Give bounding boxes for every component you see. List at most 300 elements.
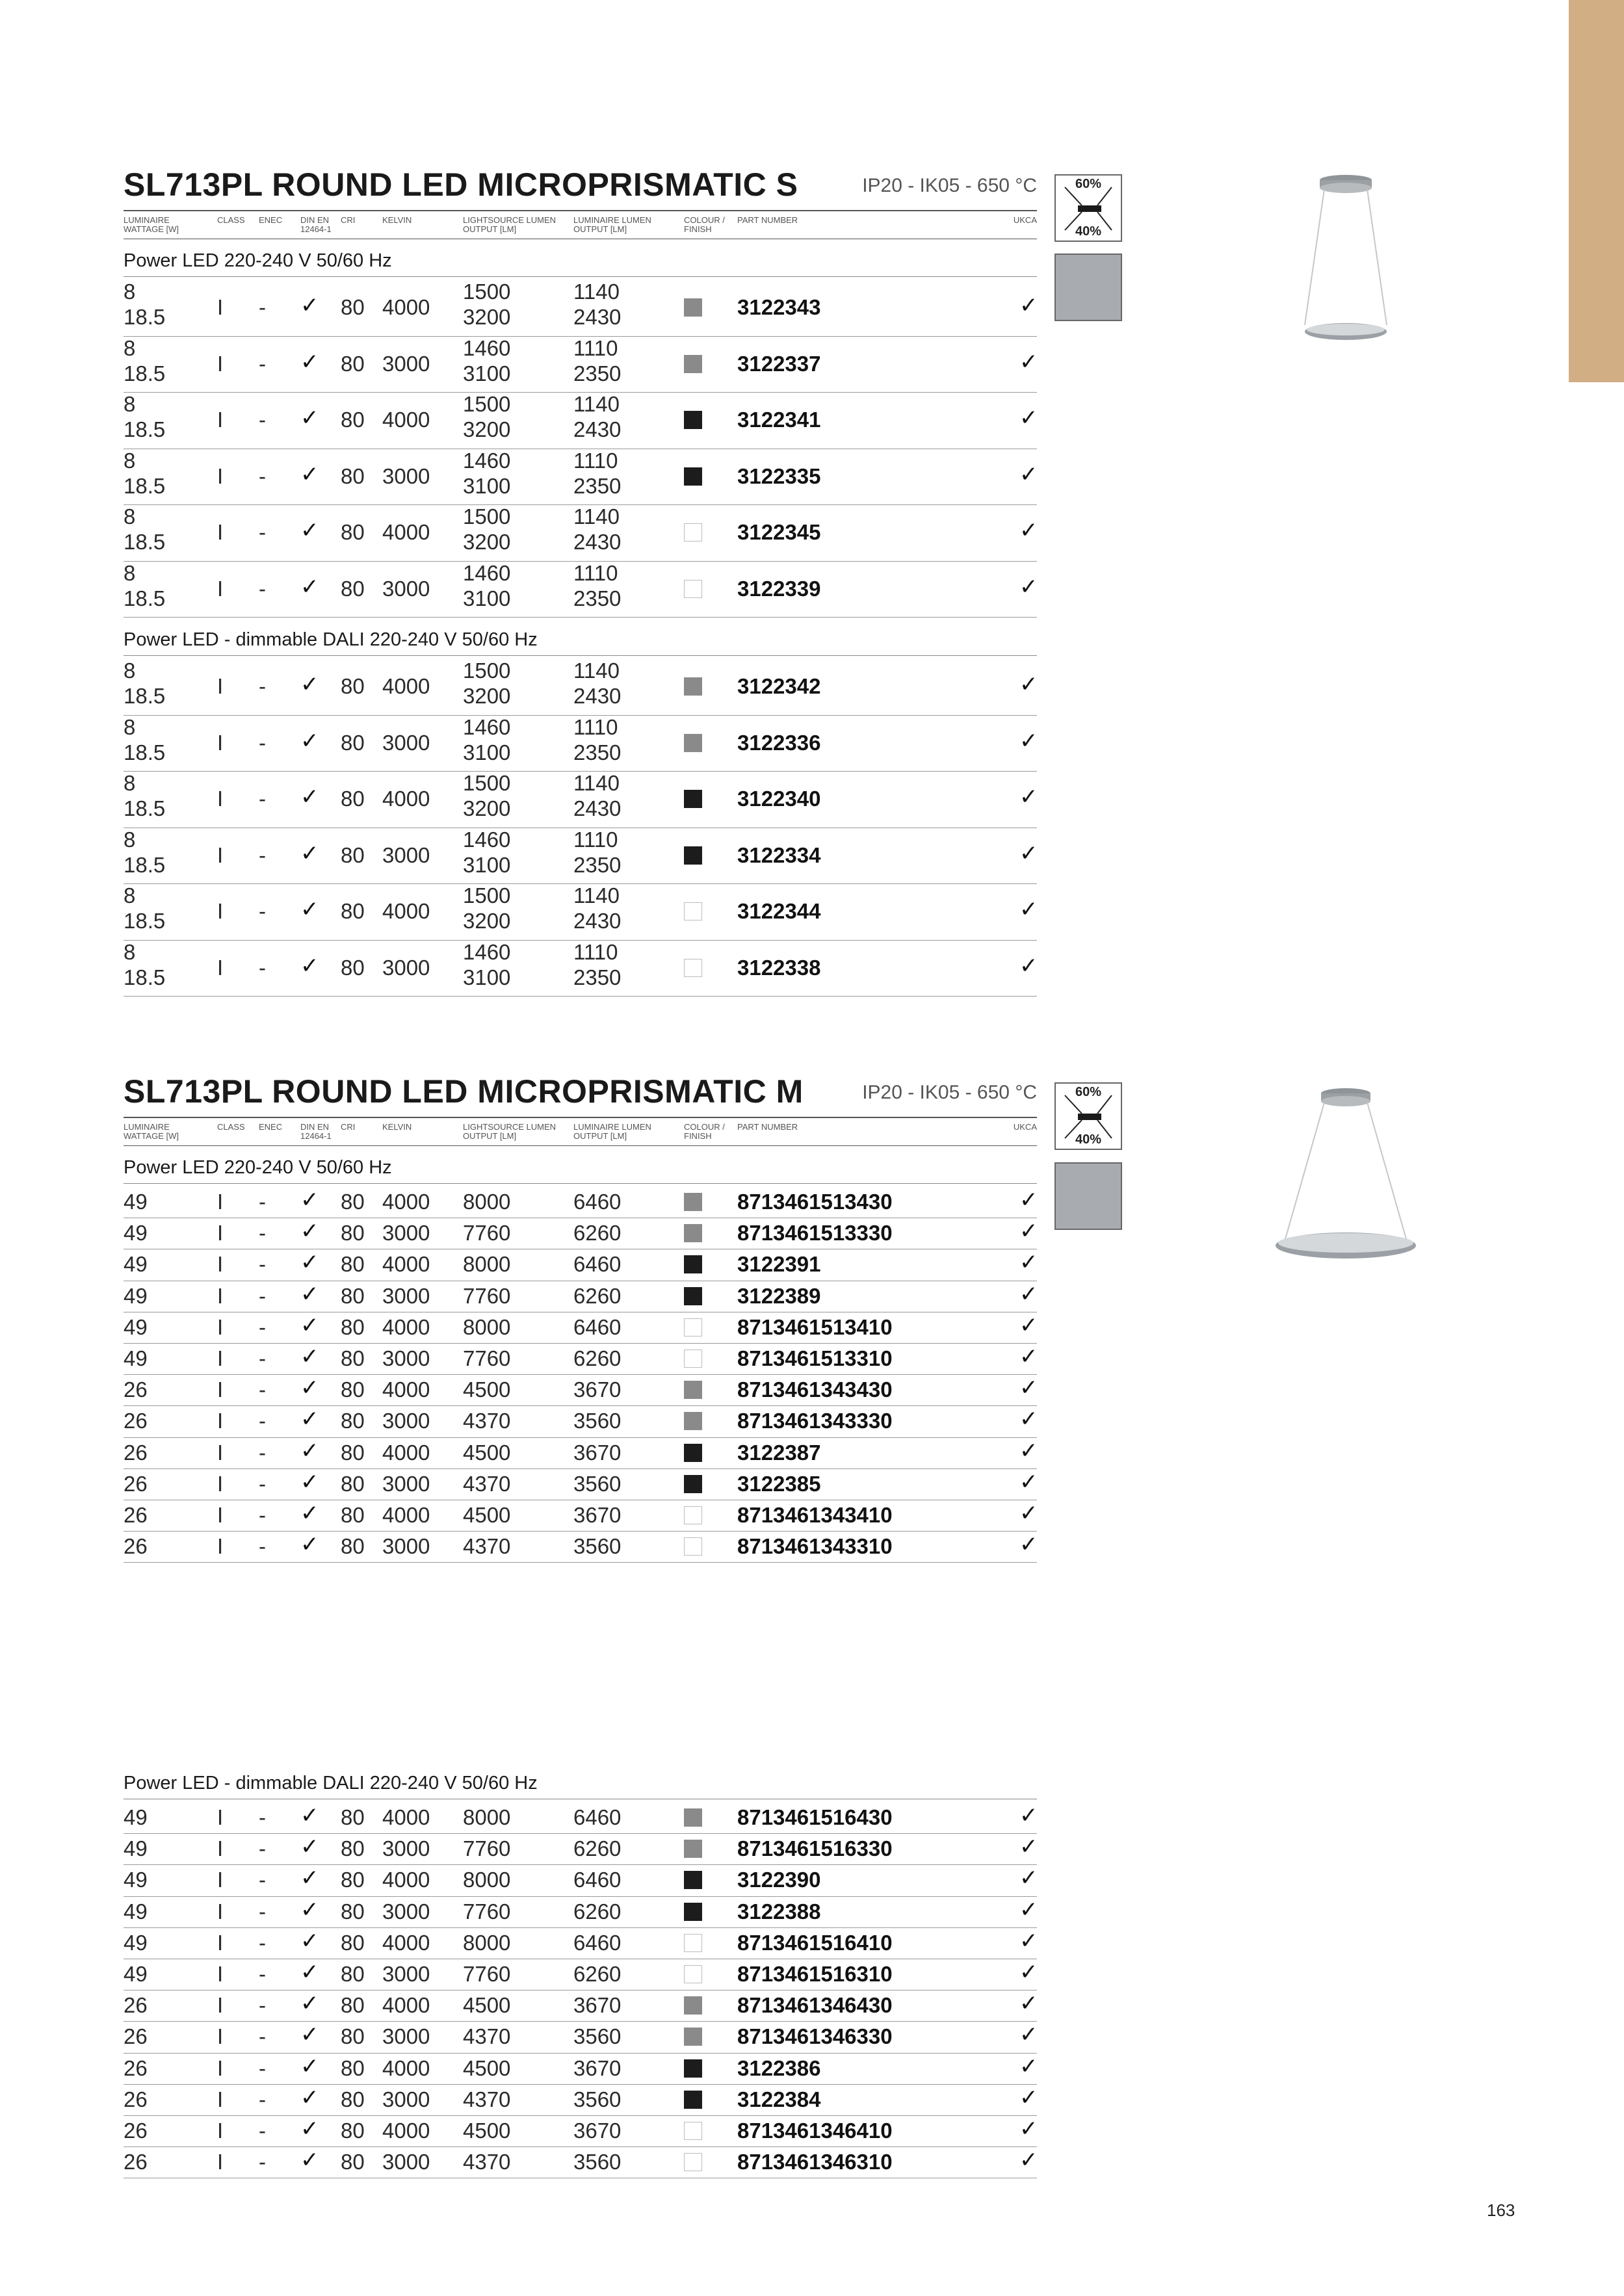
cell-class: I [217,2150,224,2174]
cell-ukca: ✓ [1019,406,1038,431]
cell-kelvin: 3000 [382,1534,430,1559]
table-row [124,1500,1037,1532]
cell-kelvin: 3000 [382,2150,430,2174]
cell-din: ✓ [300,462,319,487]
cell-wattage: 49 [124,1962,148,1987]
finish-swatch-black [684,2059,702,2078]
cell-ukca: ✓ [1019,897,1038,922]
cell-din: ✓ [300,518,319,543]
cell-part-number: 8713461346430 [737,1993,893,2018]
cell-enec: - [259,1314,266,1339]
cell-class: I [217,1190,224,1214]
cell-lightsource-lumen: 4370 [463,1471,511,1496]
group-label: Power LED 220-240 V 50/60 Hz [124,1157,1037,1184]
cell-din: ✓ [300,2117,319,2142]
cell-cri: 80 [341,576,365,601]
table-row [124,1928,1037,1959]
cell-lightsource-lumen: 4370 [463,2024,511,2049]
cell-luminaire-lumen: 1140 2430 [573,392,622,441]
cell-kelvin: 4000 [382,787,430,811]
header-cri: CRI [341,1122,356,1132]
finish-swatch-black [684,1903,702,1921]
table-row [124,449,1037,506]
cell-wattage: 8 18.5 [124,335,166,385]
cell-kelvin: 4000 [382,1440,430,1465]
section-microprismatic-s [124,166,1037,998]
cell-cri: 80 [341,1440,365,1465]
cell-luminaire-lumen: 1110 2350 [573,714,622,764]
header-enec: ENEC [259,1122,283,1132]
cell-enec: - [259,2087,266,2111]
table-row [124,1834,1037,1865]
cell-enec: - [259,730,266,755]
cell-kelvin: 4000 [382,408,430,432]
cell-luminaire-lumen: 3560 [573,1409,622,1433]
header-kelvin: KELVIN [382,1122,412,1132]
finish-swatch-grey [684,1996,702,2015]
cell-ukca: ✓ [1019,518,1038,543]
cell-lightsource-lumen: 4370 [463,2087,511,2111]
finish-swatch-black [684,1444,702,1462]
header-lum-lumen: LUMINAIRE LUMEN OUTPUT [LM] [573,215,651,234]
cell-wattage: 8 18.5 [124,392,166,441]
cell-ukca: ✓ [1019,2085,1038,2110]
cell-wattage: 8 18.5 [124,827,166,877]
cell-ukca: ✓ [1019,1803,1038,1829]
finish-swatch-white [684,959,702,977]
cell-part-number: 3122344 [737,899,821,924]
cell-cri: 80 [341,1346,365,1371]
header-lum-lumen: LUMINAIRE LUMEN OUTPUT [LM] [573,1122,651,1141]
cell-class: I [217,787,224,811]
cell-wattage: 26 [124,2150,148,2174]
cell-part-number: 3122386 [737,2055,821,2080]
table-row [124,941,1037,997]
cell-cri: 80 [341,1962,365,1987]
cell-part-number: 8713461516430 [737,1805,893,1830]
finish-swatch-grey [684,298,702,317]
finish-swatch-black [684,790,702,808]
finish-swatch-grey [684,1412,702,1430]
cell-cri: 80 [341,2119,365,2143]
cell-din: ✓ [300,574,319,599]
cell-kelvin: 4000 [382,1377,430,1402]
cell-din: ✓ [300,1991,319,2016]
cell-class: I [217,1836,224,1861]
cell-ukca: ✓ [1019,1928,1038,1953]
table-row [124,2022,1037,2053]
cell-enec: - [259,842,266,867]
cell-kelvin: 3000 [382,2087,430,2111]
header-kelvin: KELVIN [382,215,412,225]
cell-ukca: ✓ [1019,1376,1038,1401]
cell-wattage: 26 [124,2119,148,2143]
cell-cri: 80 [341,408,365,432]
header-colour: COLOUR / FINISH [684,1122,725,1141]
cell-din: ✓ [300,1960,319,1985]
cell-kelvin: 3000 [382,1346,430,1371]
header-class: CLASS [217,215,245,225]
cell-luminaire-lumen: 6460 [573,1314,622,1339]
finish-swatch-white [684,1965,702,1983]
cell-wattage: 49 [124,1805,148,1830]
header-colour: COLOUR / FINISH [684,215,725,234]
cell-luminaire-lumen: 3560 [573,2024,622,2049]
cell-kelvin: 4000 [382,520,430,545]
cell-part-number: 3122384 [737,2087,821,2111]
table-row [124,505,1037,562]
cell-class: I [217,576,224,601]
cell-ukca: ✓ [1019,841,1038,866]
table-row [124,1897,1037,1928]
cell-kelvin: 4000 [382,2119,430,2143]
cell-cri: 80 [341,842,365,867]
section-title: SL713PL ROUND LED MICROPRISMATIC M [124,1073,804,1110]
cell-part-number: 3122335 [737,463,821,488]
cell-class: I [217,1899,224,1924]
cell-wattage: 8 18.5 [124,771,166,820]
cell-ukca: ✓ [1019,672,1038,698]
cell-class: I [217,351,224,376]
table-row [124,1406,1037,1437]
cell-kelvin: 3000 [382,842,430,867]
cell-part-number: 8713461343330 [737,1409,893,1433]
cell-lightsource-lumen: 7760 [463,1836,511,1861]
cell-luminaire-lumen: 3560 [573,1471,622,1496]
cell-class: I [217,1534,224,1559]
cell-cri: 80 [341,1252,365,1277]
table-row [124,1375,1037,1406]
cell-class: I [217,2087,224,2111]
cell-lightsource-lumen: 4500 [463,2055,511,2080]
cell-cri: 80 [341,1503,365,1528]
cell-din: ✓ [300,1188,319,1213]
cell-ukca: ✓ [1019,1866,1038,1891]
cell-enec: - [259,1377,266,1402]
table-row [124,716,1037,772]
group-label: Power LED - dimmable DALI 220-240 V 50/60 Hz [124,629,1037,656]
cell-lightsource-lumen: 7760 [463,1283,511,1308]
cell-class: I [217,1221,224,1246]
header-cri: CRI [341,215,356,225]
table-row [124,1281,1037,1312]
cell-part-number: 3122340 [737,787,821,811]
cell-kelvin: 3000 [382,1283,430,1308]
cell-enec: - [259,1993,266,2018]
cell-kelvin: 4000 [382,1190,430,1214]
cell-ukca: ✓ [1019,1344,1038,1370]
cell-class: I [217,730,224,755]
cell-cri: 80 [341,955,365,980]
table-row [124,2085,1037,2116]
cell-luminaire-lumen: 6260 [573,1221,622,1246]
table-row [124,2147,1037,2178]
cell-enec: - [259,295,266,320]
cell-enec: - [259,1190,266,1214]
finish-swatch-black [684,1475,702,1493]
table-row [124,1865,1037,1896]
cell-cri: 80 [341,1836,365,1861]
cell-part-number: 3122387 [737,1440,821,1465]
table-row [124,1990,1037,2022]
chapter-tab [1569,0,1624,382]
cell-wattage: 26 [124,2055,148,2080]
cell-luminaire-lumen: 6460 [573,1190,622,1214]
cell-din: ✓ [300,1407,319,1432]
cell-enec: - [259,408,266,432]
cell-class: I [217,1409,224,1433]
cell-part-number: 3122390 [737,1868,821,1892]
finish-swatch [1054,254,1122,321]
finish-swatch-grey [684,355,702,373]
cell-lightsource-lumen: 1460 3100 [463,939,511,989]
finish-swatch-white [684,1350,702,1368]
cell-class: I [217,295,224,320]
cell-ukca: ✓ [1019,1407,1038,1432]
cell-din: ✓ [300,897,319,922]
cell-part-number: 8713461343310 [737,1534,893,1559]
cell-ukca: ✓ [1019,1501,1038,1526]
cell-cri: 80 [341,2024,365,2049]
cell-lightsource-lumen: 4500 [463,1440,511,1465]
cell-cri: 80 [341,1471,365,1496]
cell-luminaire-lumen: 1110 2350 [573,827,622,877]
cell-class: I [217,1471,224,1496]
cell-enec: - [259,899,266,924]
table-row [124,1187,1037,1218]
cell-part-number: 8713461516410 [737,1930,893,1955]
cell-enec: - [259,1503,266,1528]
finish-swatch-grey [684,677,702,696]
cell-luminaire-lumen: 1140 2430 [573,771,622,820]
cell-class: I [217,1962,224,1987]
distribution-bar [1078,1114,1101,1120]
table-row [124,1344,1037,1375]
cell-kelvin: 4000 [382,674,430,699]
cell-luminaire-lumen: 1140 2430 [573,659,622,708]
cell-din: ✓ [300,1501,319,1526]
cell-cri: 80 [341,1899,365,1924]
cell-cri: 80 [341,1805,365,1830]
cell-luminaire-lumen: 6260 [573,1346,622,1371]
cell-wattage: 8 18.5 [124,280,166,329]
section-title: SL713PL ROUND LED MICROPRISMATIC S [124,166,798,203]
table-row [124,337,1037,393]
finish-swatch-grey [684,1224,702,1242]
cell-enec: - [259,1962,266,1987]
cell-ukca: ✓ [1019,728,1038,753]
cell-enec: - [259,351,266,376]
cell-wattage: 26 [124,1471,148,1496]
cell-lightsource-lumen: 4370 [463,1409,511,1433]
cell-enec: - [259,1346,266,1371]
cell-part-number: 3122339 [737,576,821,601]
cell-class: I [217,1805,224,1830]
cell-luminaire-lumen: 3670 [573,1377,622,1402]
cell-lightsource-lumen: 1500 3200 [463,771,511,820]
cell-lightsource-lumen: 4500 [463,2119,511,2143]
finish-swatch-grey [684,1381,702,1399]
cell-class: I [217,2119,224,2143]
cell-luminaire-lumen: 1110 2350 [573,335,622,385]
cell-luminaire-lumen: 1110 2350 [573,939,622,989]
finish-swatch-grey [684,2028,702,2046]
finish-swatch-black [684,2091,702,2109]
finish-swatch-white [684,1537,702,1556]
finish-swatch-black [684,1255,702,1273]
cell-luminaire-lumen: 1110 2350 [573,560,622,610]
cell-wattage: 49 [124,1221,148,1246]
cell-kelvin: 3000 [382,1409,430,1433]
cell-kelvin: 4000 [382,1993,430,2018]
cell-din: ✓ [300,1312,319,1338]
cell-ukca: ✓ [1019,953,1038,978]
cell-part-number: 3122337 [737,351,821,376]
cell-enec: - [259,2150,266,2174]
cell-lightsource-lumen: 4500 [463,1993,511,2018]
cell-luminaire-lumen: 6460 [573,1930,622,1955]
finish-swatch-black [684,467,702,486]
cell-lightsource-lumen: 4370 [463,1534,511,1559]
cell-enec: - [259,955,266,980]
cell-cri: 80 [341,520,365,545]
header-din: DIN EN 12464-1 [300,1122,332,1141]
uplight-percent: 60% [1075,1085,1102,1099]
cell-wattage: 49 [124,1283,148,1308]
cell-ukca: ✓ [1019,574,1038,599]
finish-swatch-black [684,846,702,865]
cell-wattage: 8 18.5 [124,504,166,554]
cell-lightsource-lumen: 1500 3200 [463,392,511,441]
cell-din: ✓ [300,1250,319,1275]
cell-ukca: ✓ [1019,462,1038,487]
cell-cri: 80 [341,2087,365,2111]
cell-wattage: 49 [124,1346,148,1371]
table-row [124,1803,1037,1834]
cell-cri: 80 [341,351,365,376]
cell-enec: - [259,1440,266,1465]
cell-enec: - [259,1868,266,1892]
cell-din: ✓ [300,1897,319,1922]
cell-luminaire-lumen: 1140 2430 [573,883,622,933]
cell-ukca: ✓ [1019,1991,1038,2016]
cell-ukca: ✓ [1019,785,1038,810]
cell-enec: - [259,1283,266,1308]
cell-kelvin: 3000 [382,1221,430,1246]
cell-class: I [217,1868,224,1892]
finish-swatch-white [684,2153,702,2171]
cell-class: I [217,1283,224,1308]
group-label: Power LED - dimmable DALI 220-240 V 50/60 Hz [124,1773,1037,1799]
cell-cri: 80 [341,2055,365,2080]
cell-kelvin: 4000 [382,1930,430,1955]
cell-kelvin: 3000 [382,463,430,488]
cell-part-number: 3122343 [737,295,821,320]
cell-luminaire-lumen: 3670 [573,2055,622,2080]
cell-class: I [217,1314,224,1339]
cell-wattage: 8 18.5 [124,714,166,764]
cell-din: ✓ [300,1281,319,1307]
cell-wattage: 26 [124,1377,148,1402]
cell-part-number: 8713461513310 [737,1346,893,1371]
header-wattage: LUMINAIRE WATTAGE [W] [124,215,179,234]
table-row [124,1959,1037,1990]
cell-cri: 80 [341,730,365,755]
finish-swatch-black [684,1871,702,1889]
table-row [124,1249,1037,1281]
finish-swatch [1054,1162,1122,1230]
cell-wattage: 26 [124,1440,148,1465]
finish-swatch-black [684,1287,702,1305]
cell-din: ✓ [300,785,319,810]
cell-kelvin: 3000 [382,576,430,601]
cell-part-number: 3122391 [737,1252,821,1277]
cell-lightsource-lumen: 8000 [463,1805,511,1830]
table-row [124,884,1037,941]
cell-din: ✓ [300,728,319,753]
cell-cri: 80 [341,1221,365,1246]
cell-part-number: 8713461343430 [737,1377,893,1402]
cell-class: I [217,2024,224,2049]
cell-lightsource-lumen: 7760 [463,1899,511,1924]
cell-part-number: 8713461346410 [737,2119,893,2143]
cell-luminaire-lumen: 6260 [573,1962,622,1987]
table-row [124,1312,1037,1344]
cell-lightsource-lumen: 8000 [463,1190,511,1214]
finish-swatch-white [684,1318,702,1337]
cell-kelvin: 4000 [382,1314,430,1339]
cell-din: ✓ [300,1866,319,1891]
table-row [124,772,1037,828]
header-din: DIN EN 12464-1 [300,215,332,234]
cell-wattage: 49 [124,1252,148,1277]
cell-kelvin: 4000 [382,1805,430,1830]
cell-lightsource-lumen: 1460 3100 [463,448,511,498]
cell-ukca: ✓ [1019,293,1038,319]
cell-class: I [217,463,224,488]
cell-lightsource-lumen: 4500 [463,1503,511,1528]
finish-swatch-white [684,523,702,541]
cell-lightsource-lumen: 7760 [463,1221,511,1246]
header-part: PART NUMBER [737,1122,798,1132]
cell-din: ✓ [300,349,319,374]
finish-swatch-white [684,1506,702,1524]
cell-enec: - [259,1899,266,1924]
cell-din: ✓ [300,1532,319,1558]
cell-din: ✓ [300,1438,319,1463]
cell-lightsource-lumen: 4370 [463,2150,511,2174]
cell-lightsource-lumen: 1460 3100 [463,827,511,877]
cell-class: I [217,1993,224,2018]
cell-luminaire-lumen: 6260 [573,1836,622,1861]
cell-class: I [217,408,224,432]
cell-class: I [217,899,224,924]
cell-din: ✓ [300,2022,319,2048]
cell-luminaire-lumen: 1110 2350 [573,448,622,498]
header-part: PART NUMBER [737,215,798,225]
cell-enec: - [259,2119,266,2143]
cell-lightsource-lumen: 7760 [463,1346,511,1371]
cell-lightsource-lumen: 4500 [463,1377,511,1402]
cell-part-number: 8713461516310 [737,1962,893,1987]
cell-wattage: 26 [124,2024,148,2049]
header-class: CLASS [217,1122,245,1132]
cell-enec: - [259,674,266,699]
cell-cri: 80 [341,1930,365,1955]
cell-luminaire-lumen: 3560 [573,2150,622,2174]
light-distribution-badge [1054,174,1122,242]
cell-kelvin: 4000 [382,295,430,320]
